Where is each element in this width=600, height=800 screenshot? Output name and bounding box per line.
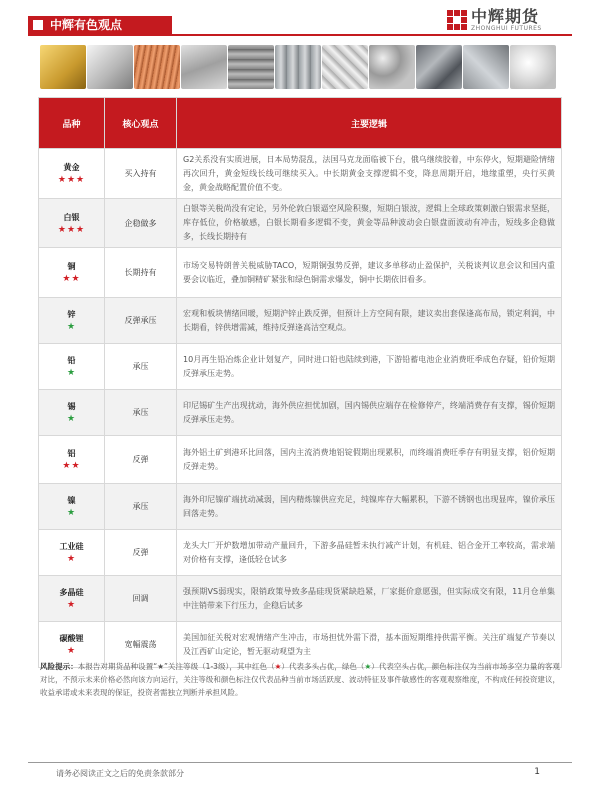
section-title: 中辉有色观点 <box>50 18 123 32</box>
main-logic: 市场交易特朗普关税威胁TACO，短期铜强势反弹，建议多单移动止盈保护，关税谈判议息会议和国内重要会议临近，叠加铜精矿紧张和绿色铜需求爆发，铜中长期依旧看多。 <box>177 248 562 298</box>
main-logic: 海外印尼镍矿端扰动减弱，国内精炼镍供应充足，纯镍库存大幅累积，下游不锈钢也出现显库，镍价承压回落走势。 <box>177 484 562 530</box>
variety-name: 锌 <box>67 310 76 319</box>
footer-rule <box>28 762 572 763</box>
core-view: 长期持有 <box>105 248 177 298</box>
variety-cell <box>39 149 105 199</box>
rating-stars: ★★★ <box>57 175 86 185</box>
rating-stars: ★★ <box>62 274 81 284</box>
risk-text-part-2: ）代表多头占优，绿色（ <box>281 662 365 671</box>
core-view: 反弹承压 <box>105 298 177 344</box>
main-logic: 龙头大厂开炉数增加带动产量回升，下游多晶硅暂未执行减产计划，有机硅、铝合金开工率较高，需求端对价格有支撑，逢低轻仓试多 <box>177 530 562 576</box>
core-view: 承压 <box>105 344 177 390</box>
variety-cell <box>39 248 105 298</box>
logo-subtitle: ZHONGHUI FUTURES <box>471 25 542 32</box>
core-view: 宽幅震荡 <box>105 622 177 668</box>
green-star-icon: ★ <box>364 662 372 671</box>
nonferrous-views-table <box>38 97 562 668</box>
variety-name: 铜 <box>67 262 76 271</box>
main-logic: 强预期VS弱现实，限销政策导致多晶硅现货紧缺趋紧，厂家挺价意愿强，但实际成交有限，11月仓单集中注销带来下行压力，企稳后试多 <box>177 576 562 622</box>
main-logic: 宏观和板块情绪回暖，短期沪锌止跌反弹，但预计上方空间有限，建议卖出套保逢高布局，锁定利润，中长期看，锌供增需减，维持反弹逢高沽空观点。 <box>177 298 562 344</box>
core-view: 企稳做多 <box>105 199 177 248</box>
risk-text-part-3: ）代表空头占优，颜色标注仅为当前市场多空力量的客观对比，不预示未来价格必然向该方向运行，关注等级和颜色标注仅代表品种当前市场活跃度、波动特征及事件敏感性的客观观察维度，不构成任何投资建议，收益承诺或未来表现的保证，投资者需独立判断并承担风险。 <box>40 662 560 697</box>
silicon-chunks-photo <box>416 45 462 89</box>
variety-name: 黄金 <box>63 163 80 172</box>
variety-cell <box>39 576 105 622</box>
rating-stars: ★★★ <box>57 224 86 235</box>
variety-cell <box>39 484 105 530</box>
rating-stars: ★ <box>66 322 77 332</box>
variety-name: 铝 <box>67 449 76 458</box>
copper-wire-photo <box>134 45 180 89</box>
silver-bars-photo <box>87 45 133 89</box>
rating-stars: ★ <box>66 414 77 424</box>
red-star-icon: ★ <box>274 662 282 671</box>
rating-stars: ★ <box>66 646 77 656</box>
zinc-sheets-photo <box>181 45 227 89</box>
table-row <box>39 248 562 298</box>
main-logic: G2关系没有实质进展，日本局势混乱，法国马克龙面临被下台，俄乌继续胶着，中东停火，短期避险情绪再次回升，黄金短线长线可继续买入。中长期黄金支撑逻辑不变，降息周期开启，地缘重塑，央行买黄金，黄金战略配置价值不变。 <box>177 149 562 199</box>
table-row <box>39 390 562 436</box>
main-logic: 白银等关税尚没有定论，另外伦敦白银逼空风险积聚，短期白银波，逻辑上全球政策刺激白银需求坚挺，库存低位，价格敏感，白银长期看多逻辑不变，黄金等品种波动会白银盘面波动有冲击，短线多企稳做多，长线长期持有 <box>177 199 562 248</box>
tin-ingots-photo <box>275 45 321 89</box>
table-row <box>39 484 562 530</box>
table-row <box>39 149 562 199</box>
rating-stars: ★ <box>66 368 77 378</box>
core-view: 承压 <box>105 390 177 436</box>
risk-label: 风险提示： <box>40 662 78 671</box>
footer-disclaimer: 请务必阅读正文之后的免责条款部分 <box>56 769 184 778</box>
risk-text-part-1: 本报告对期货品种设置“★”关注等级（1-3级），其中红色（ <box>77 662 275 671</box>
variety-name: 白银 <box>63 212 80 222</box>
logo-name: 中辉期货 <box>471 7 540 26</box>
variety-cell <box>39 344 105 390</box>
header-variety: 品种 <box>39 98 105 149</box>
company-logo <box>447 8 572 34</box>
core-view: 回调 <box>105 576 177 622</box>
variety-cell <box>39 298 105 344</box>
core-view: 承压 <box>105 484 177 530</box>
main-logic: 印尼锡矿生产出现扰动，海外供应担忧加剧，国内锡供应端存在检修停产，终端消费存有支撑，锡价短期反弹承压走势。 <box>177 390 562 436</box>
lead-ingots-photo <box>228 45 274 89</box>
variety-name: 工业硅 <box>59 542 84 551</box>
variety-cell <box>39 390 105 436</box>
main-logic: 10月再生铅冶炼企业计划复产，同时进口铅也陆续到港，下游铅蓄电池企业消费旺季成色存疑，铅价短期反弹承压走势。 <box>177 344 562 390</box>
aluminum-bars-photo <box>322 45 368 89</box>
variety-name: 镍 <box>67 496 76 505</box>
table-row <box>39 530 562 576</box>
rating-stars: ★ <box>66 600 77 610</box>
core-view: 买入持有 <box>105 149 177 199</box>
variety-name: 铅 <box>67 356 76 365</box>
core-view: 反弹 <box>105 436 177 484</box>
polysilicon-chunks-photo <box>463 45 509 89</box>
variety-cell <box>39 530 105 576</box>
section-marker-icon <box>33 20 43 30</box>
main-logic: 美国加征关税对宏观情绪产生冲击，市场担忧外需下滑，基本面短期维持供需平衡。关注矿端复产节奏以及江西矿山定论，暂无驱动观望为主 <box>177 622 562 668</box>
header-main-logic: 主要逻辑 <box>177 98 562 149</box>
rating-stars: ★ <box>66 508 77 518</box>
table-row <box>39 199 562 248</box>
variety-name: 碳酸锂 <box>59 634 84 643</box>
section-title-bar <box>28 16 172 34</box>
table-row <box>39 576 562 622</box>
risk-disclaimer <box>40 660 560 699</box>
main-logic: 海外铝土矿到港环比回落，国内主流消费地铝锭假期出现累积，而终端消费旺季存有明显支撑，铝价短期反弹走势。 <box>177 436 562 484</box>
rating-stars: ★★ <box>62 461 81 471</box>
header-core-view: 核心观点 <box>105 98 177 149</box>
rating-stars: ★ <box>66 554 77 564</box>
logo-mark-icon <box>447 10 467 30</box>
table-row <box>39 344 562 390</box>
core-view: 反弹 <box>105 530 177 576</box>
header-rule <box>28 34 572 36</box>
metal-photo-strip <box>40 45 560 89</box>
page-number: 1 <box>534 767 540 777</box>
variety-name: 锡 <box>67 402 76 411</box>
gold-bars-photo <box>40 45 86 89</box>
table-row <box>39 298 562 344</box>
nickel-pellets-photo <box>369 45 415 89</box>
variety-name: 多晶硅 <box>59 588 84 597</box>
lithium-carbonate-photo <box>510 45 556 89</box>
variety-cell <box>39 436 105 484</box>
variety-cell <box>39 199 105 248</box>
table-row <box>39 436 562 484</box>
